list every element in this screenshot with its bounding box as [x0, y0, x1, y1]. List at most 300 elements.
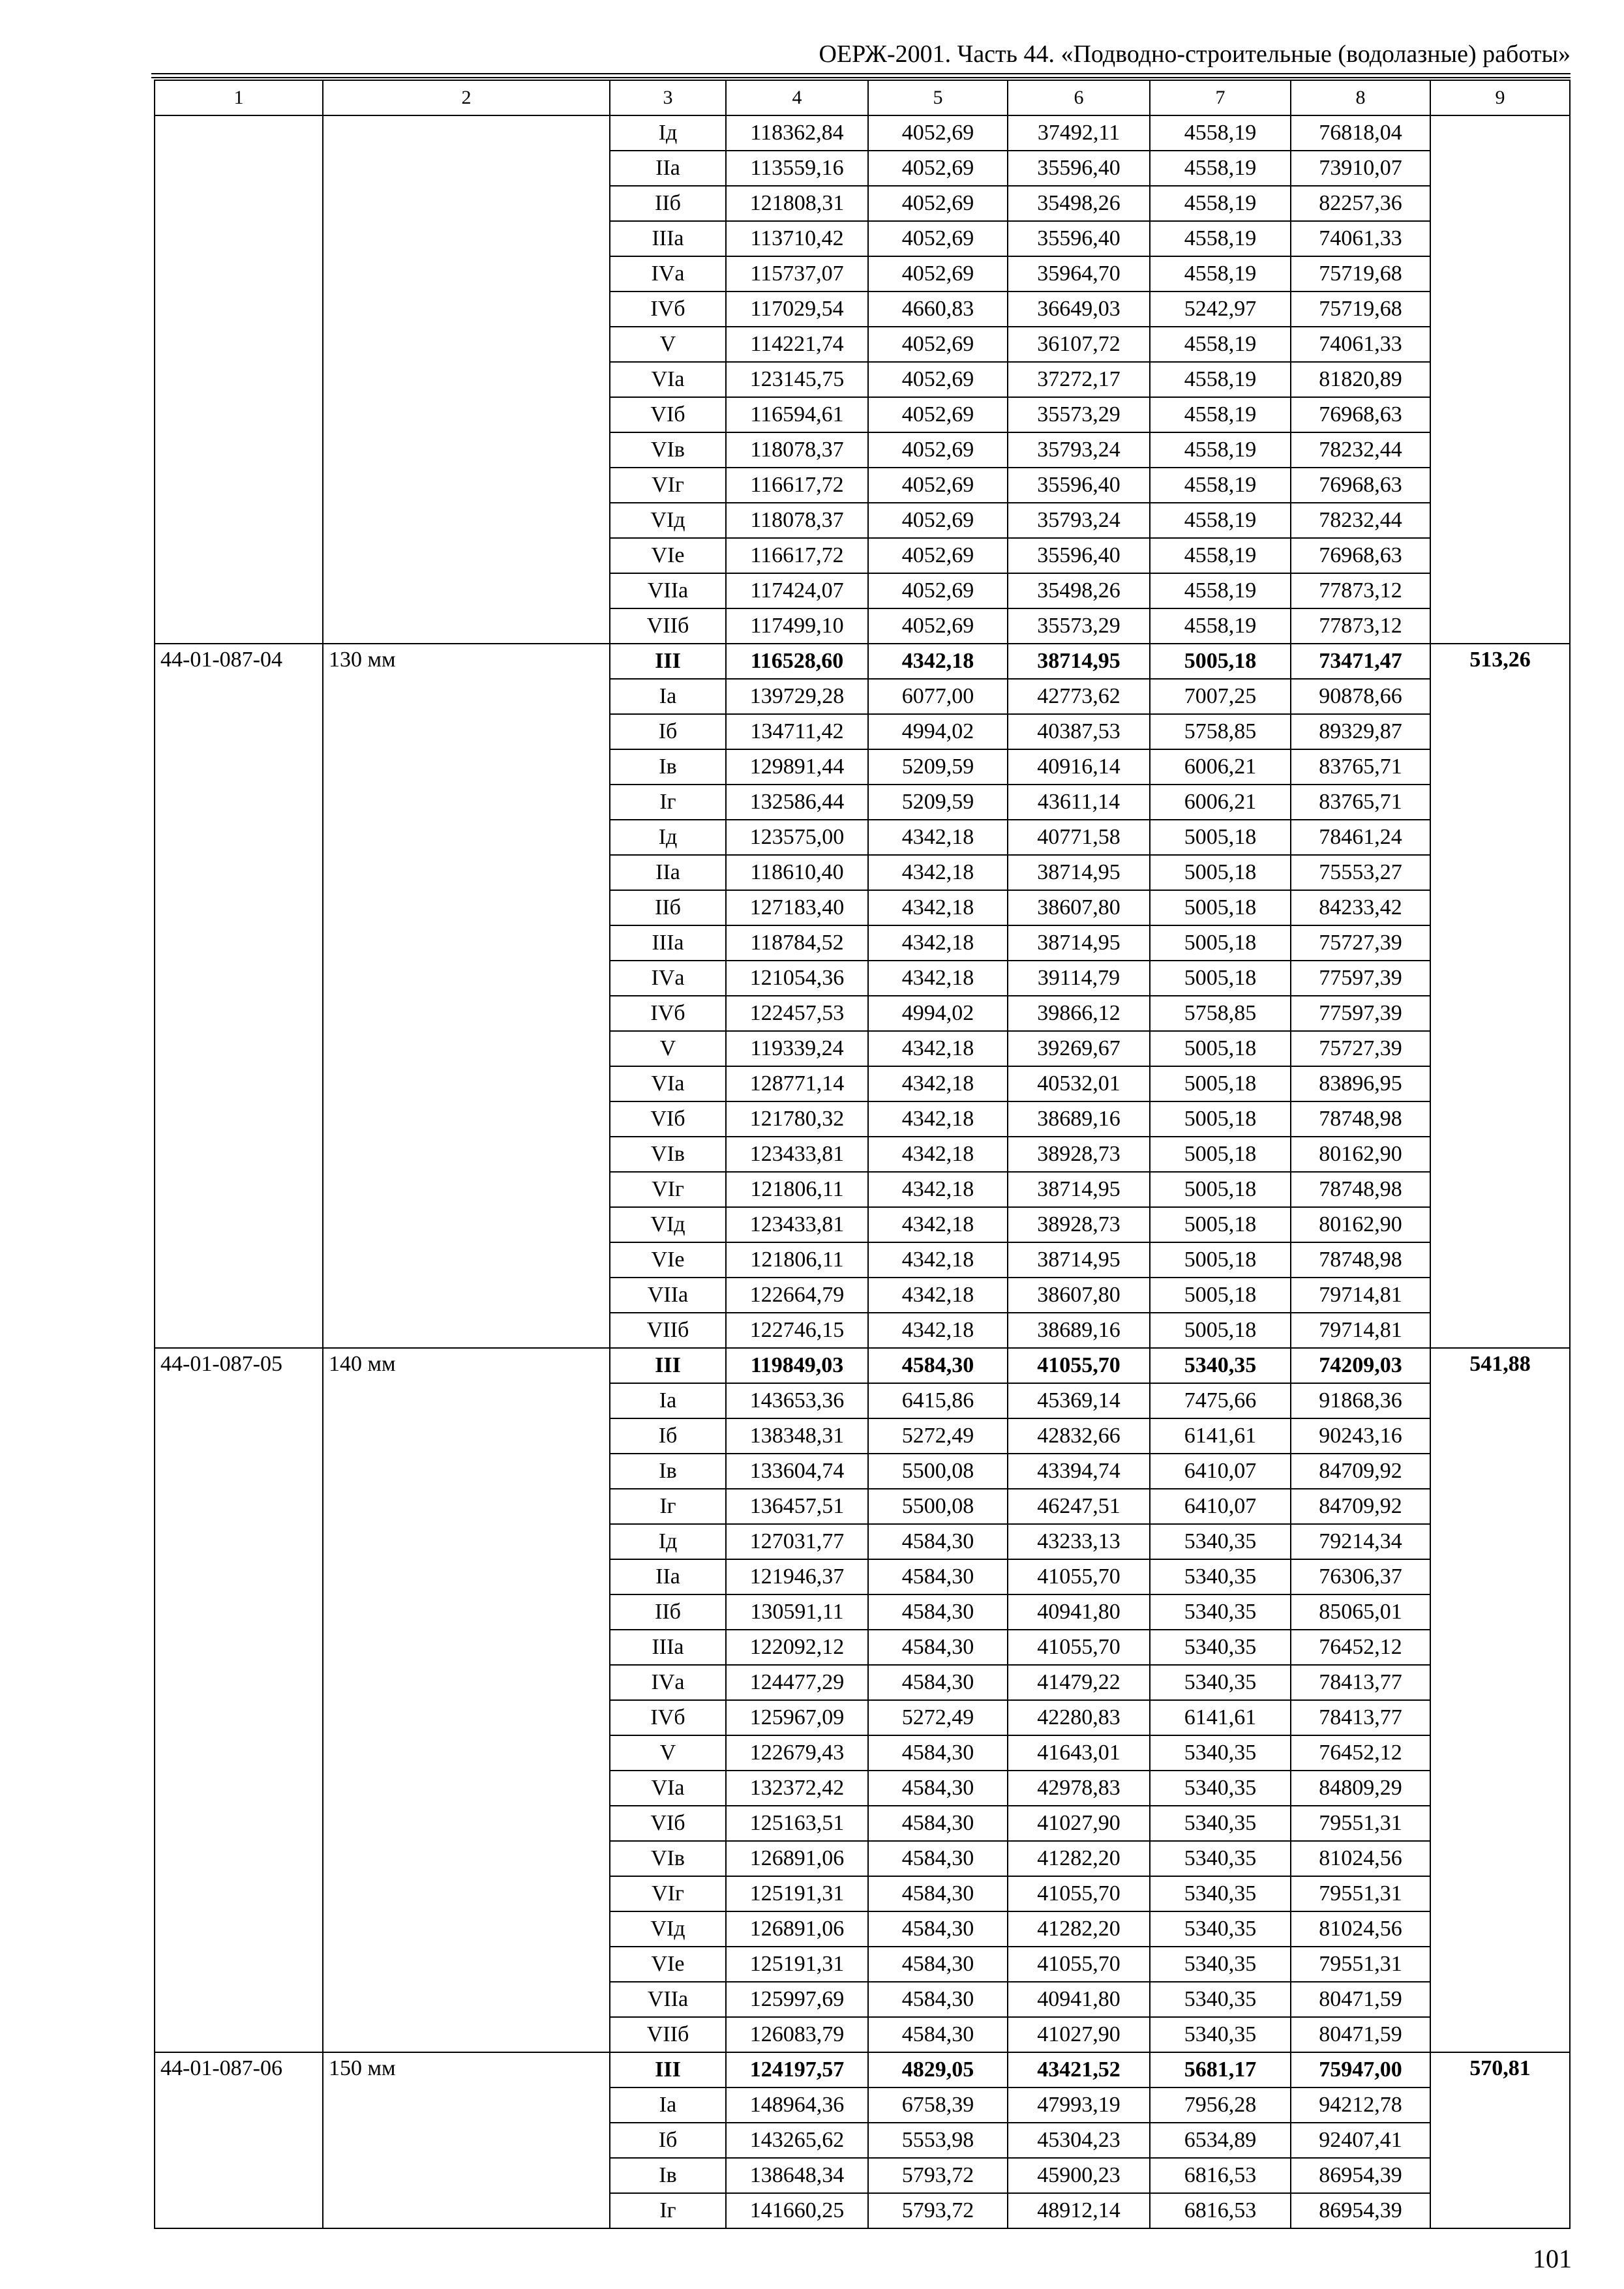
- machinist-wages: 5005,18: [1150, 1066, 1291, 1101]
- machine-cost: 35573,29: [1008, 608, 1150, 644]
- materials-cost: 83765,71: [1291, 785, 1430, 820]
- materials-cost: 79214,34: [1291, 1524, 1430, 1559]
- zone-code: VIв: [610, 1137, 726, 1172]
- materials-cost: 83896,95: [1291, 1066, 1430, 1101]
- machine-cost: 40771,58: [1008, 820, 1150, 855]
- machine-cost: 39269,67: [1008, 1031, 1150, 1066]
- zone-code: IIа: [610, 151, 726, 186]
- machinist-wages: 4558,19: [1150, 115, 1291, 151]
- column-number: 2: [323, 80, 610, 115]
- table-row: [155, 115, 1570, 151]
- machine-cost: 42280,83: [1008, 1700, 1150, 1735]
- total-cost: 136457,51: [726, 1489, 868, 1524]
- wages: 5793,72: [868, 2158, 1008, 2193]
- machinist-wages: 5340,35: [1150, 1911, 1291, 1947]
- materials-cost: 76306,37: [1291, 1559, 1430, 1594]
- zone-code: VIIа: [610, 1278, 726, 1313]
- zone-code: Iв: [610, 1454, 726, 1489]
- materials-cost: 92407,41: [1291, 2123, 1430, 2158]
- machine-cost: 45304,23: [1008, 2123, 1150, 2158]
- wages: 4052,69: [868, 186, 1008, 221]
- zone-code: V: [610, 327, 726, 362]
- zone-code: III: [610, 1348, 726, 1383]
- total-cost: 122746,15: [726, 1313, 868, 1348]
- machinist-wages: 5005,18: [1150, 890, 1291, 925]
- machinist-wages: 4558,19: [1150, 221, 1291, 256]
- zone-code: Iа: [610, 679, 726, 714]
- wages: 4829,05: [868, 2052, 1008, 2087]
- wages: 4342,18: [868, 820, 1008, 855]
- total-cost: 119849,03: [726, 1348, 868, 1383]
- wages: 5209,59: [868, 785, 1008, 820]
- machinist-wages: 5005,18: [1150, 1137, 1291, 1172]
- header-rule-bottom: [151, 77, 1571, 78]
- wages: 4584,30: [868, 1841, 1008, 1876]
- total-cost: 121806,11: [726, 1242, 868, 1278]
- materials-cost: 85065,01: [1291, 1594, 1430, 1630]
- pipe-diameter: 140 мм: [323, 1348, 610, 2052]
- wages: 4660,83: [868, 292, 1008, 327]
- wages: 6077,00: [868, 679, 1008, 714]
- zone-code: VIа: [610, 1771, 726, 1806]
- machine-cost: 38928,73: [1008, 1207, 1150, 1242]
- total-cost: 132372,42: [726, 1771, 868, 1806]
- wages: 4994,02: [868, 714, 1008, 749]
- machinist-wages: 5005,18: [1150, 961, 1291, 996]
- zone-code: VIе: [610, 1947, 726, 1982]
- zone-code: VIб: [610, 1101, 726, 1137]
- wages: 4342,18: [868, 644, 1008, 679]
- rate-code: 44-01-087-05: [155, 1348, 323, 2052]
- machine-cost: 40387,53: [1008, 714, 1150, 749]
- zone-code: Iг: [610, 2193, 726, 2228]
- zone-code: VIв: [610, 1841, 726, 1876]
- machinist-wages: 6006,21: [1150, 749, 1291, 785]
- machinist-wages: 5005,18: [1150, 1031, 1291, 1066]
- wages: 4584,30: [868, 1665, 1008, 1700]
- wages: 4584,30: [868, 1771, 1008, 1806]
- machine-cost: 43611,14: [1008, 785, 1150, 820]
- zone-code: VIIа: [610, 1982, 726, 2017]
- total-cost: 127183,40: [726, 890, 868, 925]
- machine-cost: 38714,95: [1008, 925, 1150, 961]
- rates-table-body: [155, 80, 1570, 2228]
- total-cost: 118078,37: [726, 503, 868, 538]
- machinist-wages: 4558,19: [1150, 186, 1291, 221]
- machine-cost: 35596,40: [1008, 151, 1150, 186]
- wages: 4584,30: [868, 1876, 1008, 1911]
- zone-code: VIб: [610, 1806, 726, 1841]
- zone-code: IVа: [610, 256, 726, 292]
- machinist-wages: 5005,18: [1150, 1207, 1291, 1242]
- wages: 4052,69: [868, 151, 1008, 186]
- zone-code: VIIб: [610, 2017, 726, 2052]
- machine-cost: 48912,14: [1008, 2193, 1150, 2228]
- machinist-wages: 5340,35: [1150, 1771, 1291, 1806]
- materials-cost: 79551,31: [1291, 1806, 1430, 1841]
- wages: 4584,30: [868, 1524, 1008, 1559]
- total-cost: 124477,29: [726, 1665, 868, 1700]
- materials-cost: 78232,44: [1291, 503, 1430, 538]
- wages: 4052,69: [868, 573, 1008, 608]
- machine-cost: 38714,95: [1008, 644, 1150, 679]
- wages: 4994,02: [868, 996, 1008, 1031]
- machinist-wages: 5340,35: [1150, 1876, 1291, 1911]
- machinist-wages: 5340,35: [1150, 1841, 1291, 1876]
- materials-cost: 75947,00: [1291, 2052, 1430, 2087]
- wages: 4584,30: [868, 1348, 1008, 1383]
- machine-cost: 41055,70: [1008, 1348, 1150, 1383]
- zone-code: IIIа: [610, 925, 726, 961]
- wages: 4584,30: [868, 2017, 1008, 2052]
- machinist-wages: 5340,35: [1150, 1630, 1291, 1665]
- machinist-wages: 4558,19: [1150, 362, 1291, 397]
- labor-cost: 541,88: [1430, 1348, 1570, 2052]
- wages: 4342,18: [868, 1207, 1008, 1242]
- total-cost: 130591,11: [726, 1594, 868, 1630]
- wages: 5553,98: [868, 2123, 1008, 2158]
- labor-cost: 570,81: [1430, 2052, 1570, 2228]
- machinist-wages: 5340,35: [1150, 2017, 1291, 2052]
- wages: 6415,86: [868, 1383, 1008, 1418]
- materials-cost: 76452,12: [1291, 1735, 1430, 1771]
- machine-cost: 40916,14: [1008, 749, 1150, 785]
- column-number: 4: [726, 80, 868, 115]
- machinist-wages: 6141,61: [1150, 1700, 1291, 1735]
- materials-cost: 77597,39: [1291, 961, 1430, 996]
- total-cost: 118784,52: [726, 925, 868, 961]
- zone-code: VIIа: [610, 573, 726, 608]
- wages: 4052,69: [868, 432, 1008, 468]
- total-cost: 126891,06: [726, 1911, 868, 1947]
- zone-code: Iг: [610, 785, 726, 820]
- machinist-wages: 5340,35: [1150, 1594, 1291, 1630]
- zone-code: IIб: [610, 186, 726, 221]
- wages: 4342,18: [868, 1031, 1008, 1066]
- zone-code: IVб: [610, 292, 726, 327]
- wages: 4052,69: [868, 538, 1008, 573]
- machinist-wages: 5005,18: [1150, 855, 1291, 890]
- column-number: 5: [868, 80, 1008, 115]
- materials-cost: 77597,39: [1291, 996, 1430, 1031]
- machine-cost: 41055,70: [1008, 1876, 1150, 1911]
- zone-code: III: [610, 2052, 726, 2087]
- total-cost: 122457,53: [726, 996, 868, 1031]
- machine-cost: 41027,90: [1008, 1806, 1150, 1841]
- materials-cost: 76968,63: [1291, 538, 1430, 573]
- total-cost: 128771,14: [726, 1066, 868, 1101]
- machine-cost: 40941,80: [1008, 1982, 1150, 2017]
- total-cost: 117029,54: [726, 292, 868, 327]
- machine-cost: 41055,70: [1008, 1559, 1150, 1594]
- total-cost: 121054,36: [726, 961, 868, 996]
- machine-cost: 39114,79: [1008, 961, 1150, 996]
- table-row: [155, 1348, 1570, 1383]
- materials-cost: 80471,59: [1291, 2017, 1430, 2052]
- total-cost: 122092,12: [726, 1630, 868, 1665]
- wages: 4342,18: [868, 961, 1008, 996]
- machine-cost: 42978,83: [1008, 1771, 1150, 1806]
- wages: 4052,69: [868, 468, 1008, 503]
- wages: 4342,18: [868, 1242, 1008, 1278]
- materials-cost: 81024,56: [1291, 1911, 1430, 1947]
- machine-cost: 35498,26: [1008, 573, 1150, 608]
- zone-code: IVб: [610, 996, 726, 1031]
- machinist-wages: 4558,19: [1150, 397, 1291, 432]
- materials-cost: 90878,66: [1291, 679, 1430, 714]
- machine-cost: 43421,52: [1008, 2052, 1150, 2087]
- materials-cost: 80162,90: [1291, 1137, 1430, 1172]
- labor-cost: [1430, 115, 1570, 644]
- materials-cost: 75719,68: [1291, 256, 1430, 292]
- materials-cost: 84709,92: [1291, 1454, 1430, 1489]
- wages: 4342,18: [868, 1137, 1008, 1172]
- machine-cost: 38689,16: [1008, 1313, 1150, 1348]
- machine-cost: 41027,90: [1008, 2017, 1150, 2052]
- total-cost: 143653,36: [726, 1383, 868, 1418]
- materials-cost: 81820,89: [1291, 362, 1430, 397]
- machinist-wages: 4558,19: [1150, 608, 1291, 644]
- machine-cost: 40532,01: [1008, 1066, 1150, 1101]
- materials-cost: 75719,68: [1291, 292, 1430, 327]
- machinist-wages: 4558,19: [1150, 432, 1291, 468]
- zone-code: VIд: [610, 1911, 726, 1947]
- materials-cost: 78461,24: [1291, 820, 1430, 855]
- machinist-wages: 5340,35: [1150, 1348, 1291, 1383]
- machine-cost: 41055,70: [1008, 1630, 1150, 1665]
- zone-code: VIг: [610, 1172, 726, 1207]
- zone-code: VIIб: [610, 608, 726, 644]
- machinist-wages: 5340,35: [1150, 1559, 1291, 1594]
- zone-code: IVа: [610, 1665, 726, 1700]
- machine-cost: 38714,95: [1008, 1172, 1150, 1207]
- machinist-wages: 5758,85: [1150, 714, 1291, 749]
- zone-code: Iд: [610, 1524, 726, 1559]
- total-cost: 113710,42: [726, 221, 868, 256]
- total-cost: 125997,69: [726, 1982, 868, 2017]
- column-number: 1: [155, 80, 323, 115]
- column-number: 6: [1008, 80, 1150, 115]
- machinist-wages: 5005,18: [1150, 820, 1291, 855]
- materials-cost: 89329,87: [1291, 714, 1430, 749]
- materials-cost: 76452,12: [1291, 1630, 1430, 1665]
- machine-cost: 37492,11: [1008, 115, 1150, 151]
- rate-code: 44-01-087-04: [155, 644, 323, 1348]
- total-cost: 116594,61: [726, 397, 868, 432]
- wages: 5500,08: [868, 1489, 1008, 1524]
- materials-cost: 77873,12: [1291, 608, 1430, 644]
- total-cost: 125163,51: [726, 1806, 868, 1841]
- table-row: [155, 644, 1570, 679]
- zone-code: Iв: [610, 2158, 726, 2193]
- zone-code: Iб: [610, 714, 726, 749]
- wages: 5272,49: [868, 1700, 1008, 1735]
- wages: 4584,30: [868, 1911, 1008, 1947]
- total-cost: 143265,62: [726, 2123, 868, 2158]
- machine-cost: 43233,13: [1008, 1524, 1150, 1559]
- total-cost: 122679,43: [726, 1735, 868, 1771]
- total-cost: 132586,44: [726, 785, 868, 820]
- total-cost: 125191,31: [726, 1947, 868, 1982]
- wages: 4052,69: [868, 503, 1008, 538]
- machinist-wages: 5340,35: [1150, 1982, 1291, 2017]
- total-cost: 123145,75: [726, 362, 868, 397]
- total-cost: 141660,25: [726, 2193, 868, 2228]
- machinist-wages: 7956,28: [1150, 2087, 1291, 2123]
- machinist-wages: 6534,89: [1150, 2123, 1291, 2158]
- column-number: 7: [1150, 80, 1291, 115]
- total-cost: 116617,72: [726, 538, 868, 573]
- wages: 4052,69: [868, 608, 1008, 644]
- wages: 6758,39: [868, 2087, 1008, 2123]
- machinist-wages: 5340,35: [1150, 1806, 1291, 1841]
- page-header-title: ОЕРЖ-2001. Часть 44. «Подводно-строительные (водолазные) работы»: [819, 40, 1571, 68]
- machinist-wages: 5242,97: [1150, 292, 1291, 327]
- total-cost: 119339,24: [726, 1031, 868, 1066]
- total-cost: 133604,74: [726, 1454, 868, 1489]
- machine-cost: 38714,95: [1008, 855, 1150, 890]
- wages: 4342,18: [868, 855, 1008, 890]
- header-rule-top: [151, 73, 1571, 74]
- total-cost: 114221,74: [726, 327, 868, 362]
- total-cost: 122664,79: [726, 1278, 868, 1313]
- zone-code: Iв: [610, 749, 726, 785]
- wages: 4342,18: [868, 1066, 1008, 1101]
- total-cost: 126891,06: [726, 1841, 868, 1876]
- total-cost: 134711,42: [726, 714, 868, 749]
- zone-code: IIа: [610, 1559, 726, 1594]
- wages: 4584,30: [868, 1982, 1008, 2017]
- total-cost: 116528,60: [726, 644, 868, 679]
- machinist-wages: 5005,18: [1150, 1278, 1291, 1313]
- machinist-wages: 6816,53: [1150, 2158, 1291, 2193]
- machine-cost: 45369,14: [1008, 1383, 1150, 1418]
- materials-cost: 77873,12: [1291, 573, 1430, 608]
- machine-cost: 36107,72: [1008, 327, 1150, 362]
- machine-cost: 35596,40: [1008, 468, 1150, 503]
- machine-cost: 46247,51: [1008, 1489, 1150, 1524]
- zone-code: III: [610, 644, 726, 679]
- materials-cost: 73910,07: [1291, 151, 1430, 186]
- materials-cost: 84233,42: [1291, 890, 1430, 925]
- machinist-wages: 5005,18: [1150, 644, 1291, 679]
- materials-cost: 74209,03: [1291, 1348, 1430, 1383]
- wages: 4342,18: [868, 1172, 1008, 1207]
- machine-cost: 47993,19: [1008, 2087, 1150, 2123]
- materials-cost: 81024,56: [1291, 1841, 1430, 1876]
- materials-cost: 80162,90: [1291, 1207, 1430, 1242]
- zone-code: VIг: [610, 468, 726, 503]
- machinist-wages: 6141,61: [1150, 1418, 1291, 1454]
- wages: 4584,30: [868, 1630, 1008, 1665]
- machine-cost: 38607,80: [1008, 890, 1150, 925]
- total-cost: 138648,34: [726, 2158, 868, 2193]
- machine-cost: 41282,20: [1008, 1841, 1150, 1876]
- wages: 4342,18: [868, 1101, 1008, 1137]
- machinist-wages: 6816,53: [1150, 2193, 1291, 2228]
- wages: 4052,69: [868, 327, 1008, 362]
- column-number: 3: [610, 80, 726, 115]
- total-cost: 123575,00: [726, 820, 868, 855]
- wages: 5793,72: [868, 2193, 1008, 2228]
- zone-code: VIа: [610, 362, 726, 397]
- machine-cost: 35964,70: [1008, 256, 1150, 292]
- materials-cost: 73471,47: [1291, 644, 1430, 679]
- rate-code: 44-01-087-06: [155, 2052, 323, 2228]
- machine-cost: 38607,80: [1008, 1278, 1150, 1313]
- machine-cost: 38928,73: [1008, 1137, 1150, 1172]
- total-cost: 127031,77: [726, 1524, 868, 1559]
- materials-cost: 84709,92: [1291, 1489, 1430, 1524]
- machine-cost: 35793,24: [1008, 503, 1150, 538]
- zone-code: Iд: [610, 115, 726, 151]
- total-cost: 113559,16: [726, 151, 868, 186]
- materials-cost: 79551,31: [1291, 1947, 1430, 1982]
- pipe-diameter: [323, 115, 610, 644]
- wages: 4052,69: [868, 221, 1008, 256]
- machinist-wages: 5758,85: [1150, 996, 1291, 1031]
- total-cost: 123433,81: [726, 1137, 868, 1172]
- machinist-wages: 5340,35: [1150, 1665, 1291, 1700]
- machinist-wages: 4558,19: [1150, 573, 1291, 608]
- machine-cost: 42832,66: [1008, 1418, 1150, 1454]
- machine-cost: 39866,12: [1008, 996, 1150, 1031]
- machinist-wages: 6410,07: [1150, 1454, 1291, 1489]
- zone-code: VIв: [610, 432, 726, 468]
- materials-cost: 76968,63: [1291, 397, 1430, 432]
- zone-code: Iа: [610, 2087, 726, 2123]
- zone-code: IVа: [610, 961, 726, 996]
- machine-cost: 41282,20: [1008, 1911, 1150, 1947]
- rate-code: [155, 115, 323, 644]
- labor-cost: 513,26: [1430, 644, 1570, 1348]
- materials-cost: 74061,33: [1291, 327, 1430, 362]
- column-number-row: [155, 80, 1570, 115]
- pipe-diameter: 130 мм: [323, 644, 610, 1348]
- wages: 4052,69: [868, 115, 1008, 151]
- machine-cost: 40941,80: [1008, 1594, 1150, 1630]
- materials-cost: 83765,71: [1291, 749, 1430, 785]
- machinist-wages: 5340,35: [1150, 1947, 1291, 1982]
- total-cost: 138348,31: [726, 1418, 868, 1454]
- wages: 5500,08: [868, 1454, 1008, 1489]
- page-number: 101: [1533, 2244, 1572, 2273]
- machine-cost: 36649,03: [1008, 292, 1150, 327]
- zone-code: Iб: [610, 2123, 726, 2158]
- machinist-wages: 4558,19: [1150, 256, 1291, 292]
- wages: 4052,69: [868, 362, 1008, 397]
- machine-cost: 42773,62: [1008, 679, 1150, 714]
- machinist-wages: 4558,19: [1150, 468, 1291, 503]
- zone-code: VIд: [610, 503, 726, 538]
- zone-code: IIа: [610, 855, 726, 890]
- materials-cost: 79714,81: [1291, 1313, 1430, 1348]
- total-cost: 139729,28: [726, 679, 868, 714]
- zone-code: Iб: [610, 1418, 726, 1454]
- total-cost: 124197,57: [726, 2052, 868, 2087]
- materials-cost: 82257,36: [1291, 186, 1430, 221]
- materials-cost: 78748,98: [1291, 1101, 1430, 1137]
- machinist-wages: 5005,18: [1150, 1172, 1291, 1207]
- zone-code: Iг: [610, 1489, 726, 1524]
- machinist-wages: 5005,18: [1150, 925, 1291, 961]
- zone-code: IIб: [610, 890, 726, 925]
- total-cost: 121946,37: [726, 1559, 868, 1594]
- materials-cost: 75727,39: [1291, 925, 1430, 961]
- materials-cost: 79714,81: [1291, 1278, 1430, 1313]
- materials-cost: 78748,98: [1291, 1242, 1430, 1278]
- machine-cost: 41643,01: [1008, 1735, 1150, 1771]
